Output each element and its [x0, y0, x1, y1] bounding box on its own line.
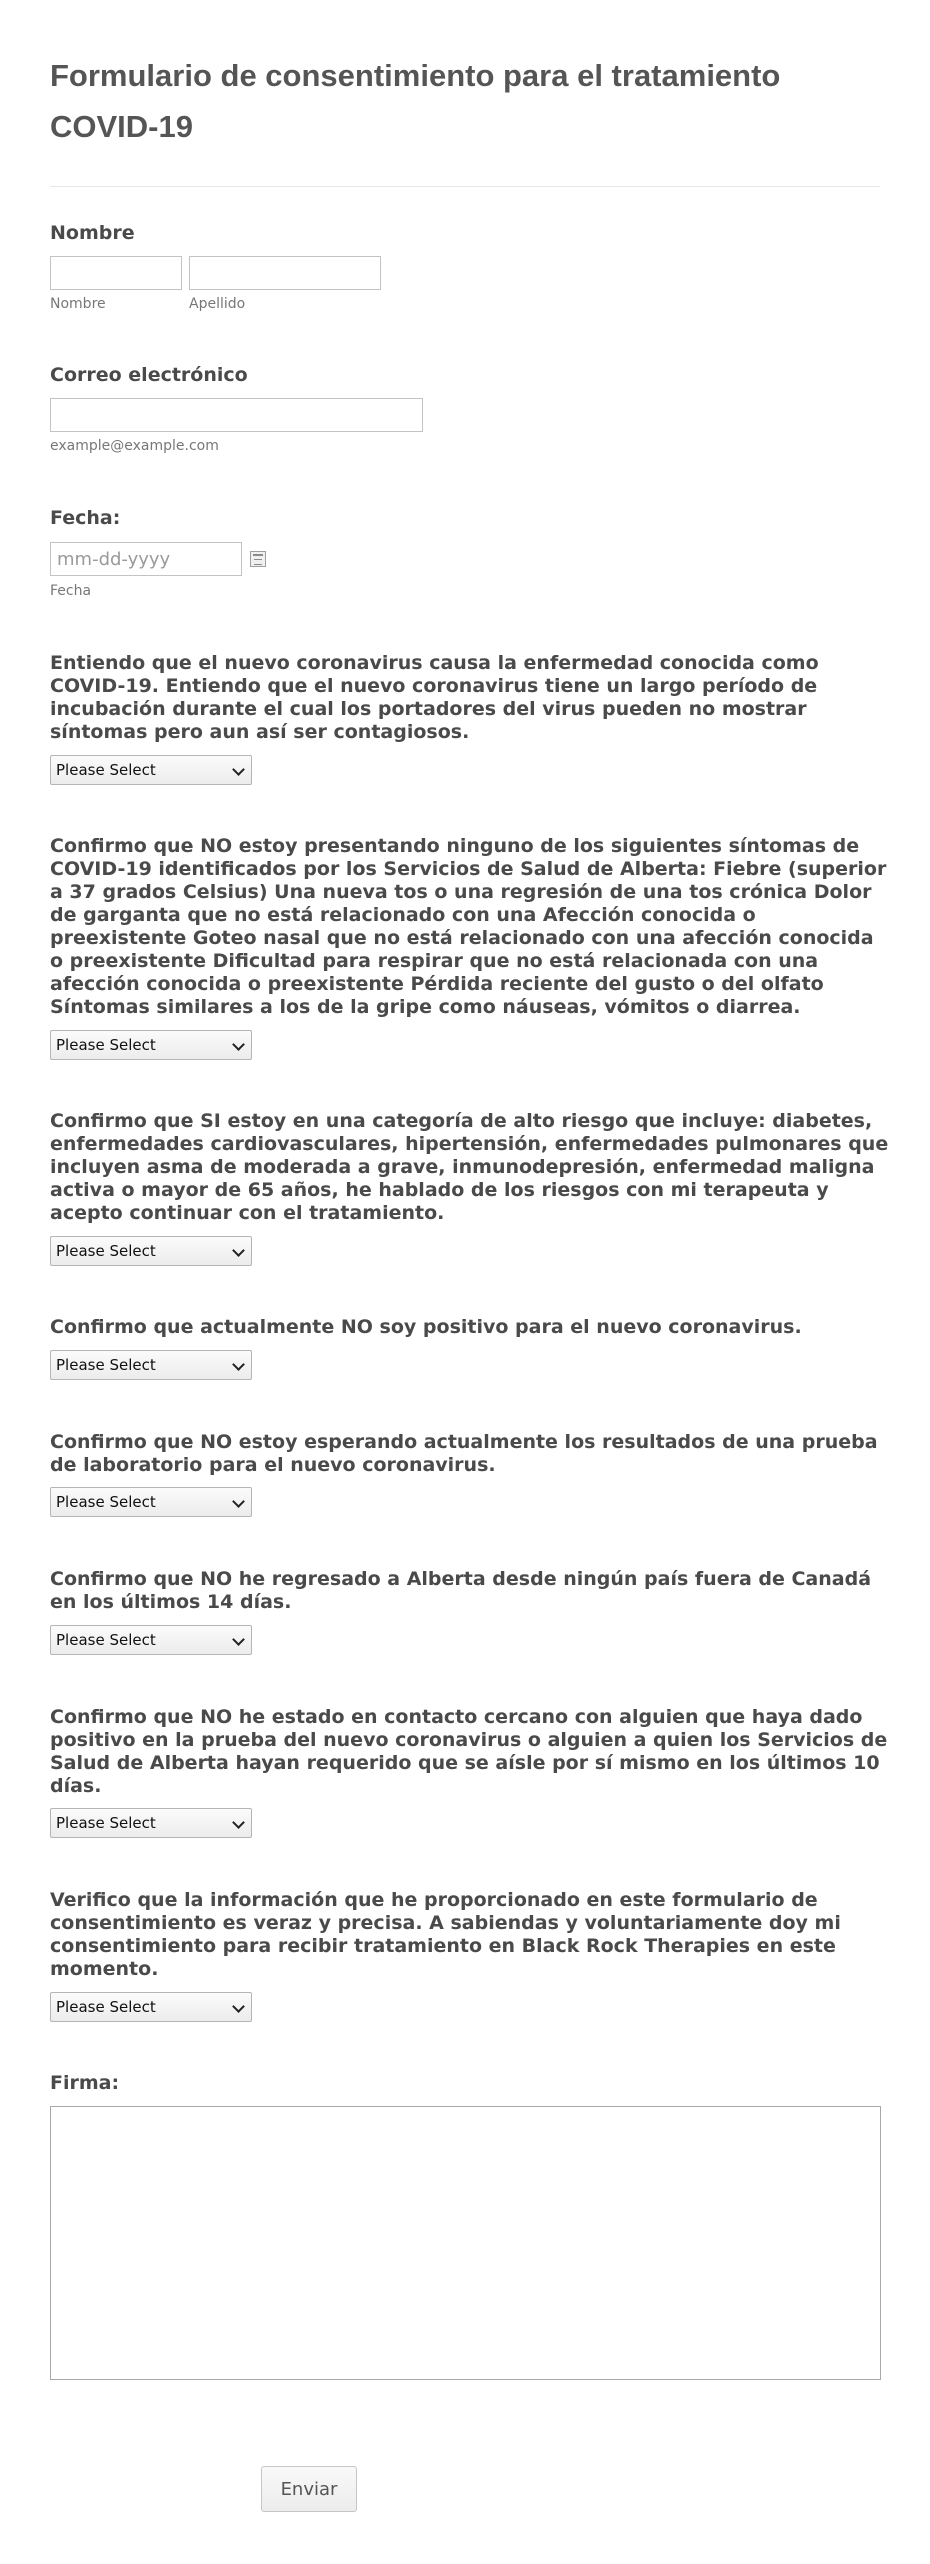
title-divider	[50, 186, 880, 187]
question-5-selected: Please Select	[56, 1493, 156, 1511]
question-5-select[interactable]	[50, 1487, 252, 1517]
question-5-text: Confirmo que NO estoy esperando actualmente los resultados de una prueba de laboratorio para el nuevo coronavirus.	[50, 1431, 878, 1476]
chevron-down-icon	[232, 1495, 245, 1508]
form-title: Formulario de consentimiento para el tratamiento COVID-19	[50, 58, 781, 144]
chevron-down-icon	[232, 1358, 245, 1371]
chevron-down-icon	[232, 763, 245, 776]
question-1-selected: Please Select	[56, 761, 156, 779]
question-2-selected: Please Select	[56, 1036, 156, 1054]
last-name-sublabel: Apellido	[189, 296, 246, 312]
question-1-text: Entiendo que el nuevo coronavirus causa la enfermedad conocida como COVID-19. Entiendo que el nuevo coronavirus tiene un largo período de incubación durante el cual los portadores del virus pueden no mostrar síntomas pero aun así ser contagiosos.	[50, 652, 819, 743]
first-name-sublabel: Nombre	[50, 296, 106, 312]
question-3-text: Confirmo que SI estoy en una categoría de alto riesgo que incluye: diabetes, enfermedades cardiovasculares, hipertensión, enfermedades pulmonares que incluyen asma de moderada a grave, inmunodepresión, enfermedad maligna activa o mayor de 65 años, he hablado de los riesgos con mi terapeuta y acepto continuar con el tratamiento.	[50, 1110, 889, 1224]
name-label: Nombre	[50, 222, 135, 244]
question-4-selected: Please Select	[56, 1356, 156, 1374]
question-7-selected: Please Select	[56, 1814, 156, 1832]
last-name-input[interactable]	[189, 256, 381, 290]
date-label: Fecha:	[50, 507, 121, 529]
email-sublabel: example@example.com	[50, 438, 219, 454]
question-4-text: Confirmo que actualmente NO soy positivo para el nuevo coronavirus.	[50, 1316, 802, 1338]
question-2-text: Confirmo que NO estoy presentando ninguno de los siguientes síntomas de COVID-19 identificados por los Servicios de Salud de Alberta: Fiebre (superior a 37 grados Celsius) Una nueva tos o una regresión de una tos crónica Dolor de garganta que no está relacionado con una Afección conocida o preexistente Goteo nasal que no está relacionado con una afección conocida o preexistente Dificultad para respirar que no está relacionada con una afección conocida o preexistente Pérdida reciente del gusto o del olfato Síntomas similares a los de la gripe como náuseas, vómitos o diarrea.	[50, 835, 887, 1018]
chevron-down-icon	[232, 1816, 245, 1829]
date-input[interactable]	[50, 542, 242, 576]
question-2-select[interactable]	[50, 1030, 252, 1060]
chevron-down-icon	[232, 1633, 245, 1646]
question-6-selected: Please Select	[56, 1631, 156, 1649]
date-sublabel: Fecha	[50, 583, 92, 599]
question-8-select[interactable]	[50, 1992, 252, 2022]
question-6-text: Confirmo que NO he regresado a Alberta desde ningún país fuera de Canadá en los últimos 14 días.	[50, 1568, 872, 1613]
question-7-select[interactable]	[50, 1808, 252, 1838]
chevron-down-icon	[232, 1038, 245, 1051]
chevron-down-icon	[232, 1244, 245, 1257]
question-6-select[interactable]	[50, 1625, 252, 1655]
question-7-text: Confirmo que NO he estado en contacto cercano con alguien que haya dado positivo en la prueba del nuevo coronavirus o alguien a quien los Servicios de Salud de Alberta hayan requerido que se aísle por sí mismo en los últimos 10 días.	[50, 1706, 888, 1797]
email-label: Correo electrónico	[50, 364, 248, 386]
submit-button[interactable]: Enviar	[261, 2466, 357, 2512]
question-1-select[interactable]	[50, 755, 252, 785]
question-3-select[interactable]	[50, 1236, 252, 1266]
signature-label: Firma:	[50, 2072, 120, 2094]
question-3-selected: Please Select	[56, 1242, 156, 1260]
signature-pad[interactable]	[50, 2106, 881, 2380]
question-8-text: Verifico que la información que he proporcionado en este formulario de consentimiento es veraz y precisa. A sabiendas y voluntariamente doy mi consentimiento para recibir tratamiento en Black Rock Therapies en este momento.	[50, 1889, 841, 1980]
email-input[interactable]	[50, 398, 423, 432]
question-8-selected: Please Select	[56, 1998, 156, 2016]
question-4-select[interactable]	[50, 1350, 252, 1380]
first-name-input[interactable]	[50, 256, 182, 290]
chevron-down-icon	[232, 2000, 245, 2013]
calendar-icon[interactable]	[250, 551, 266, 567]
